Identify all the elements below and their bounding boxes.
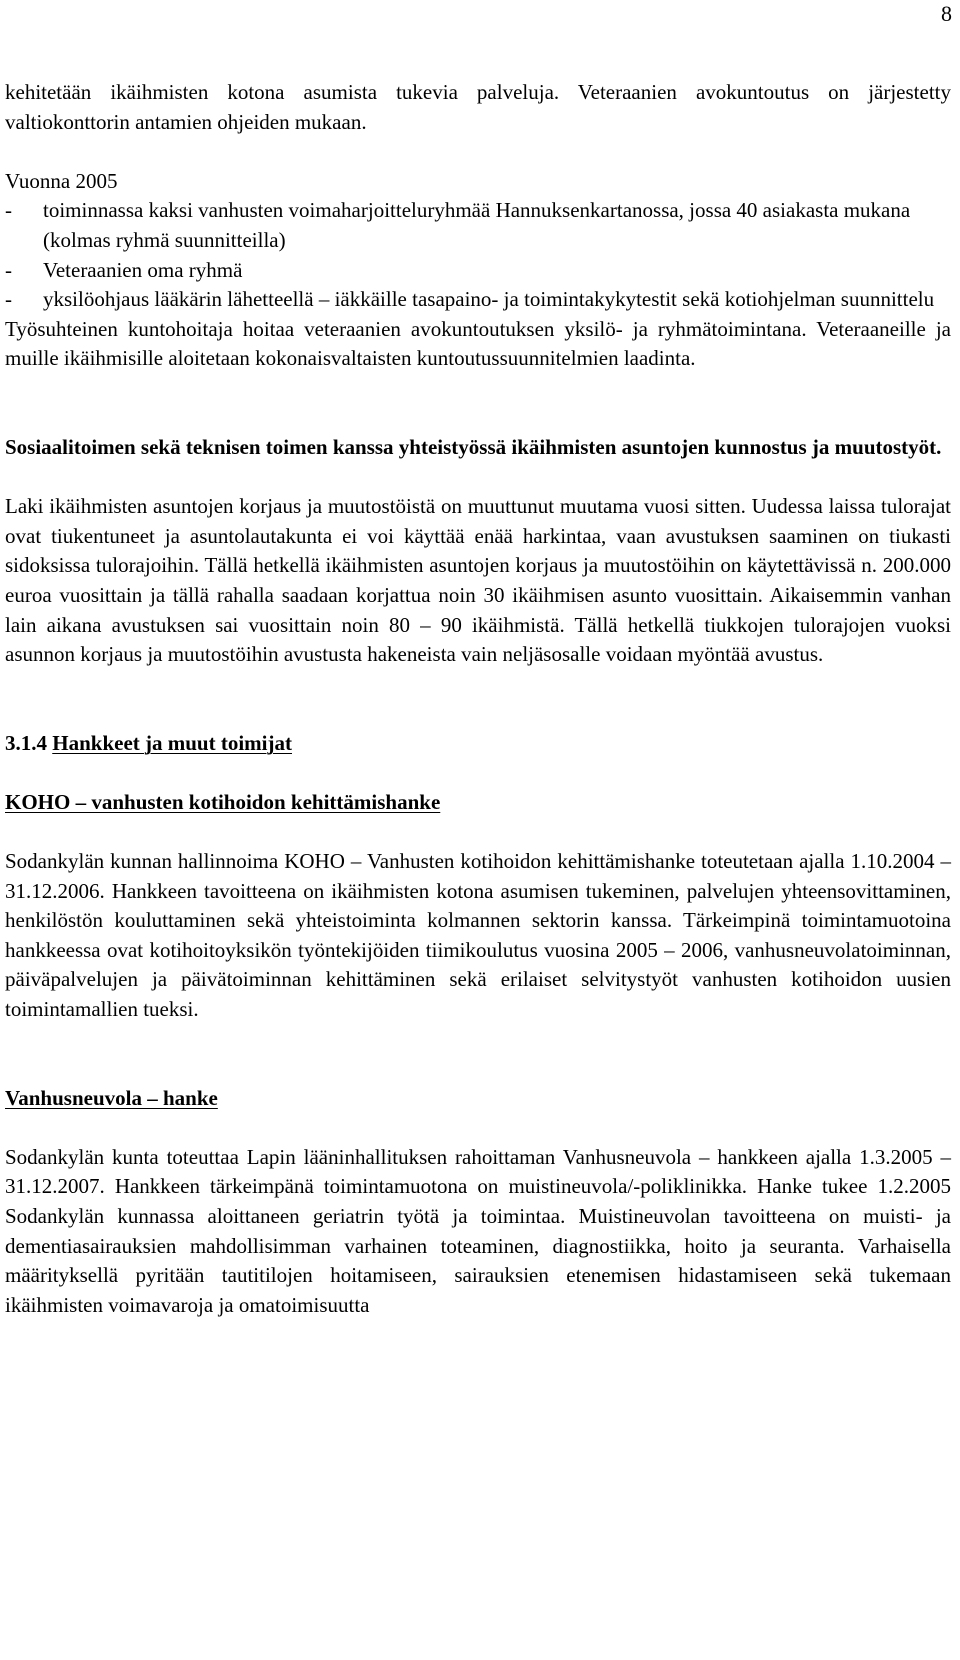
list-item xyxy=(5,256,951,286)
vanhusneuvola-paragraph: Sodankylän kunta toteuttaa Lapin lääninhallituksen rahoittaman Vanhusneuvola – hankkeen ajalla 1.3.2005 – 31.12.2007. Hankkeen tärkeimpänä toimintamuotona on muistineuvola/-poliklinikka. Hanke tukee 1.2.2005 Sodankylän kunnassa aloittaneen geriatrin työtä ja toimintaa. Muistineuvolan tavoitteena on muisti- ja dementiasairauksien mahdollisimman varhainen toteaminen, diagnostiikka, hoito ja seuranta. Varhaisella määrityksellä pyritään tautitilojen hoitamiseen, sairauksien etenemisen hidastamiseen sekä tukemaan ikäihmisten voimavaroja ja omatoimisuutta xyxy=(5,1144,951,1317)
section-number: 3.1.4 xyxy=(5,730,47,755)
spacer xyxy=(5,1025,951,1084)
spacer xyxy=(5,374,951,433)
list-item-text: toiminnassa kaksi vanhusten voimaharjoitteluryhmää Hannuksenkartanossa, jossa 40 asiakasta mukana (kolmas ryhmä suunnitteilla) xyxy=(43,198,911,252)
spacer xyxy=(5,463,951,493)
list-dash: - xyxy=(5,198,12,223)
spacer xyxy=(5,670,951,729)
koho-heading: KOHO – vanhusten kotihoidon kehittämishanke xyxy=(5,789,441,814)
list-item-text: Veteraanien oma ryhmä xyxy=(43,257,243,282)
list-item-text: yksilöohjaus lääkärin lähetteellä – iäkkäille tasapaino- ja toimintakykytestit sekä kotiohjelman suunnittelu xyxy=(43,287,935,312)
list-item xyxy=(5,196,951,255)
year-heading: Vuonna 2005 xyxy=(5,168,118,193)
list-dash: - xyxy=(5,257,12,282)
vanhusneuvola-heading: Vanhusneuvola – hanke xyxy=(5,1085,218,1110)
section-heading xyxy=(5,729,951,759)
list-item xyxy=(5,285,951,315)
list-dash: - xyxy=(5,287,12,312)
housing-paragraph: Laki ikäihmisten asuntojen korjaus ja muutostöistä on muuttunut muutama vuosi sitten. Uudessa laissa tulorajat ovat tiukentuneet ja asuntolautakunta ei voi käyttää enää harkintaa, vaan avustuksen saaminen on tiukasti sidoksissa tulorajoihin. Tällä hetkellä ikäihmisten asuntojen korjaus ja muutostöihin on käytettävissä n. 200.000 euroa vuosittain ja tällä rahalla saadaan korjattua noin 30 ikäihmisen asunto vuosittain. Aikaisemmin vanhan lain aikana avustuksen sai vuosittain noin 80 – 90 ikäihmistä. Tällä hetkellä tiukkojen tulorajojen vuoksi asunnon korjaus ja muutostöihin avustusta hakeneista vain neljäsosalle voidaan myöntää avustus. xyxy=(5,494,951,667)
year-paragraph: Työsuhteinen kuntohoitaja hoitaa veteraanien avokuntoutuksen yksilö- ja ryhmätoimintana. Veteraaneille ja muille ikäihmisille aloitetaan kokonaisvaltaisten kuntoutussuunnitelmien laadinta. xyxy=(5,316,951,371)
spacer xyxy=(5,137,951,167)
intro-paragraph: kehitetään ikäihmisten kotona asumista tukevia palveluja. Veteraanien avokuntoutus on järjestetty valtiokonttorin antamien ohjeiden mukaan. xyxy=(5,80,951,134)
page-content xyxy=(5,78,951,1320)
spacer xyxy=(5,758,951,788)
section-title: Hankkeet ja muut toimijat xyxy=(52,730,292,755)
housing-heading: Sosiaalitoimen sekä teknisen toimen kanssa yhteistyössä ikäihmisten asuntojen kunnostus ja muutostyöt. xyxy=(5,434,942,459)
page-number: 8 xyxy=(941,1,952,26)
spacer xyxy=(5,1113,951,1143)
koho-paragraph: Sodankylän kunnan hallinnoima KOHO – Vanhusten kotihoidon kehittämishanke toteutetaan ajalla 1.10.2004 – 31.12.2006. Hankkeen tavoitteena on ikäihmisten kotona asumisen tukeminen, palvelujen yhteensovittaminen, henkilöstön kouluttaminen sekä yhteistoiminta kolmannen sektorin kanssa. Tärkeimpinä toimintamuotoina hankkeessa ovat kotihoitoyksikön työntekijöiden tiimikoulutus vuosina 2005 – 2006, vanhusneuvolatoiminnan, päiväpalvelujen ja päivätoiminnan kehittäminen sekä erilaiset selvitystyöt vanhusten kotihoidon uusien toimintamallien tueksi. xyxy=(5,849,951,1022)
spacer xyxy=(5,817,951,847)
